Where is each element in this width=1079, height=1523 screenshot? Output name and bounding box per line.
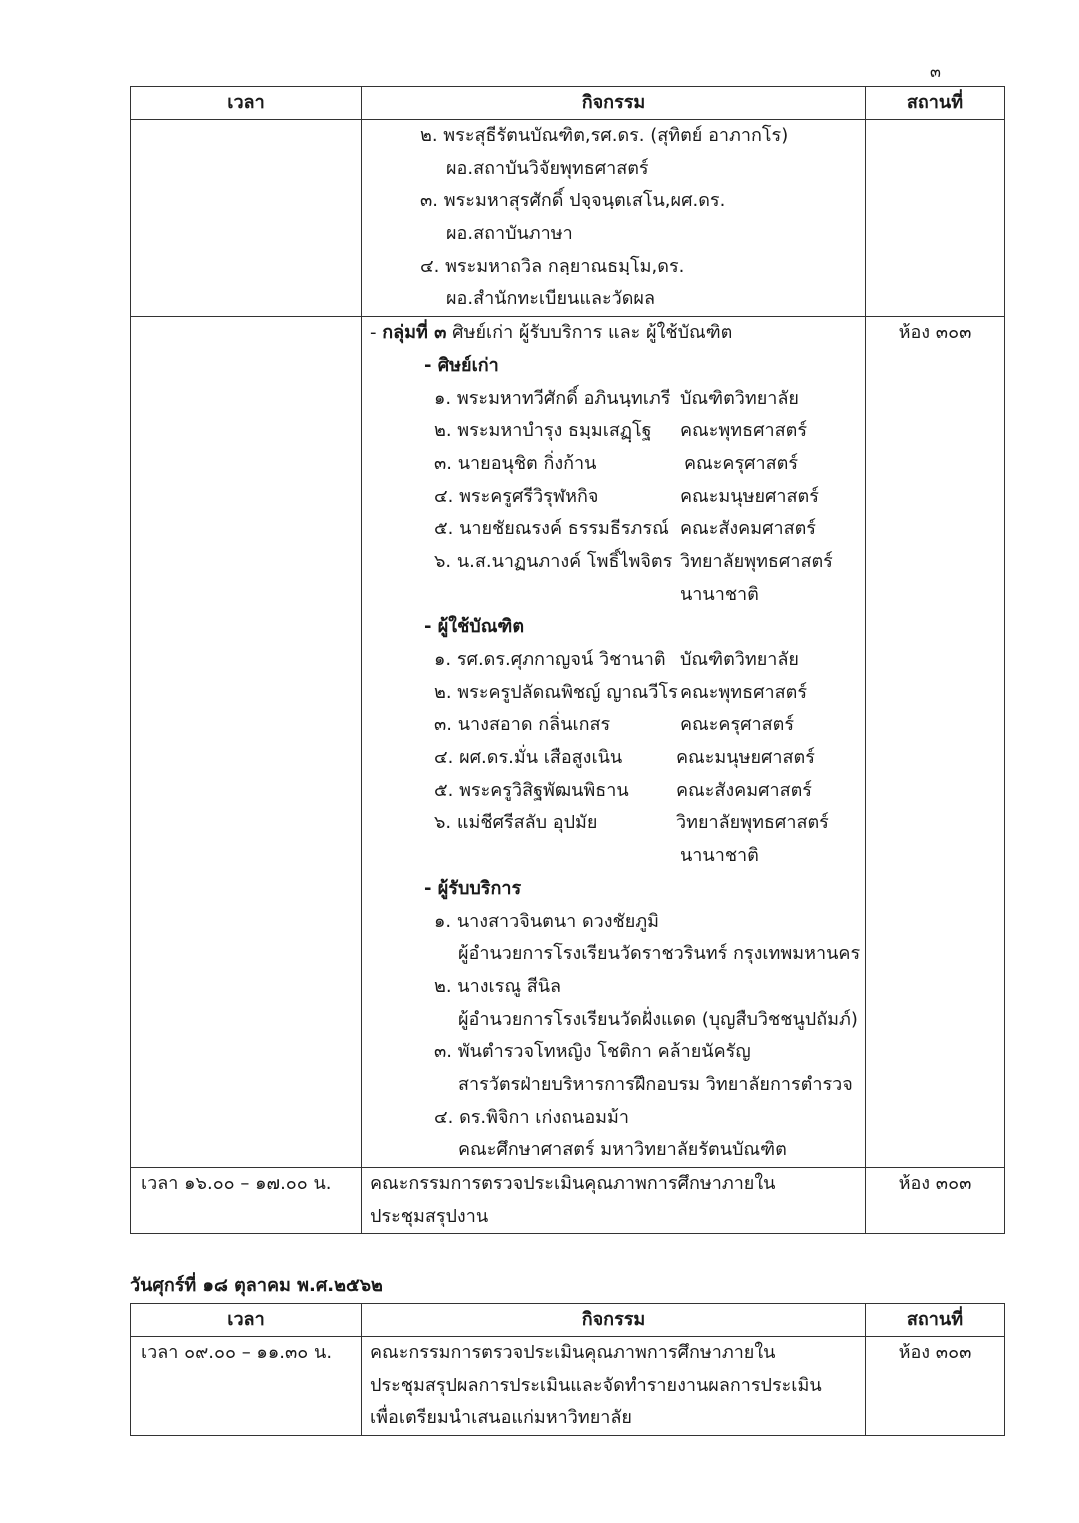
time-cell	[131, 1337, 362, 1436]
day-heading: วันศุกร์ที่ ๑๘ ตุลาคม พ.ศ.๒๕๖๒	[130, 1275, 383, 1296]
list-item: ๓. พันตำรวจโทหญิง โชติกา คล้ายนัครัญ	[434, 1041, 751, 1063]
table-header-row	[131, 87, 1005, 120]
place-cell	[866, 1337, 1005, 1436]
list-item: ๔. ผศ.ดร.มั่น เสือสูงเนิน คณะมนุษยศาสตร์	[434, 747, 815, 769]
list-item: ๑. รศ.ดร.ศุภกาญจน์ วิชานาติ บัณฑิตวิทยาลัย	[434, 649, 799, 670]
header-activity: กิจกรรม	[362, 1304, 866, 1337]
list-item: ๓. พระมหาสุรศักดิ์ ปจฺจนฺตเสโน,ผศ.ดร.	[420, 190, 726, 212]
list-item: ผอ.สถาบันภาษา	[446, 223, 573, 245]
users-title: - ผู้ใช้บัณฑิต	[424, 616, 525, 638]
activity-cell	[362, 1337, 866, 1436]
list-item: ๒. พระสุธีรัตนบัณฑิต,รศ.ดร. (สุทิตย์ อาภากโร)	[420, 125, 789, 146]
group-heading: - กลุ่มที่ ๓ ศิษย์เก่า ผู้รับบริการ และ ผู้ใช้บัณฑิต	[370, 322, 733, 344]
list-item: สารวัตรฝ่ายบริหารการฝึกอบรม วิทยาลัยการตำรวจ	[458, 1073, 853, 1095]
list-item: คณะศึกษาศาสตร์ มหาวิทยาลัยรัตนบัณฑิต	[458, 1139, 787, 1161]
group-heading-bold: กลุ่มที่ ๓	[382, 322, 447, 344]
list-item: ๖. น.ส.นาฏนภางค์ โพธิ์ไพจิตร วิทยาลัยพุทธศาสตร์	[434, 550, 833, 572]
list-item: ๒. พระครูปลัดณพิชญ์ ญาณวีโร คณะพุทธศาสตร์	[434, 681, 808, 703]
list-item-continued: นานาชาติ	[680, 583, 759, 605]
list-item: ประชุมสรุปผลการประเมินและจัดทำรายงานผลการประเมิน	[370, 1374, 822, 1396]
place-value: ห้อง ๓๐๓	[898, 1173, 972, 1194]
list-item: เพื่อเตรียมนำเสนอแก่มหาวิทยาลัย	[370, 1407, 632, 1429]
time-value: เวลา ๐๙.๐๐ – ๑๑.๓๐ น.	[141, 1342, 333, 1363]
table-row	[131, 317, 1005, 1168]
list-item: ผอ.สถาบันวิจัยพุทธศาสตร์	[446, 157, 649, 179]
time-cell	[131, 120, 362, 317]
list-item: ๑. นางสาวจินตนา ดวงชัยภูมิ	[434, 910, 660, 932]
header-place: สถานที่	[866, 1304, 1005, 1337]
header-place: สถานที่	[866, 87, 1005, 120]
place-cell	[866, 317, 1005, 1168]
place-value: ห้อง ๓๐๓	[898, 1342, 972, 1363]
list-item: ๔. พระมหาถวิล กลฺยาณธมฺโม,ดร.	[420, 255, 685, 277]
list-item: ๕. นายชัยณรงค์ ธรรมธีรภรณ์ คณะสังคมศาสตร์	[434, 518, 816, 540]
list-item: ๓. นายอนุชิต กิ่งก้าน คณะครุศาสตร์	[434, 452, 798, 474]
list-item: ๒. นางเรณู สีนิล	[434, 975, 562, 997]
header-time: เวลา	[131, 1304, 362, 1337]
time-cell	[131, 317, 362, 1168]
place-cell	[866, 120, 1005, 317]
schedule-table-friday	[130, 1303, 1005, 1436]
list-item: ๖. แม่ชีศรีสลับ อุปมัย วิทยาลัยพุทธศาสตร์	[434, 812, 829, 834]
list-item-continued: นานาชาติ	[680, 845, 759, 867]
list-item: ประชุมสรุปงาน	[370, 1205, 489, 1227]
list-item: ๒. พระมหาบำรุง ธมฺมเสฏฺโฐ คณะพุทธศาสตร์	[434, 420, 808, 442]
list-item: คณะกรรมการตรวจประเมินคุณภาพการศึกษาภายใน	[370, 1173, 776, 1194]
list-item: ๕. พระครูวิสิฐพัฒนพิธาน คณะสังคมศาสตร์	[434, 779, 812, 801]
page-number: ๓	[930, 62, 941, 81]
table-row	[131, 1168, 1005, 1234]
header-time: เวลา	[131, 87, 362, 120]
activity-cell	[362, 120, 866, 317]
table-row	[131, 1337, 1005, 1436]
list-item: ผอ.สำนักทะเบียนและวัดผล	[446, 288, 656, 310]
place-value: ห้อง ๓๐๓	[898, 322, 972, 344]
list-item: ๔. ดร.พิจิกา เก่งถนอมม้า	[434, 1106, 629, 1128]
time-cell	[131, 1168, 362, 1234]
list-item: ๑. พระมหาทวีศักดิ์ อภินนฺทเภรี บัณฑิตวิทยาลัย	[434, 387, 799, 409]
table-row	[131, 120, 1005, 317]
list-item: คณะกรรมการตรวจประเมินคุณภาพการศึกษาภายใน	[370, 1342, 776, 1363]
list-item: ๔. พระครูศรีวิรุฬหกิจ คณะมนุษยศาสตร์	[434, 485, 819, 507]
list-item: ๓. นางสอาด กลิ่นเกสร คณะครุศาสตร์	[434, 714, 794, 736]
activity-cell	[362, 317, 866, 1168]
group-heading-rest: ศิษย์เก่า ผู้รับบริการ และ ผู้ใช้บัณฑิต	[446, 322, 733, 344]
list-item: ผู้อำนวยการโรงเรียนวัดฝั่งแดด (บุญสืบวิชชนูปถัมภ์)	[458, 1008, 858, 1030]
table-header-row	[131, 1304, 1005, 1337]
place-cell	[866, 1168, 1005, 1234]
header-activity: กิจกรรม	[362, 87, 866, 120]
time-value: เวลา ๑๖.๐๐ – ๑๗.๐๐ น.	[141, 1173, 332, 1194]
activity-cell	[362, 1168, 866, 1234]
schedule-table	[130, 86, 1005, 1234]
clients-title: - ผู้รับบริการ	[424, 877, 522, 899]
list-item: ผู้อำนวยการโรงเรียนวัดราชวรินทร์ กรุงเทพมหานคร	[458, 943, 861, 965]
alumni-title: - ศิษย์เก่า	[424, 354, 499, 376]
